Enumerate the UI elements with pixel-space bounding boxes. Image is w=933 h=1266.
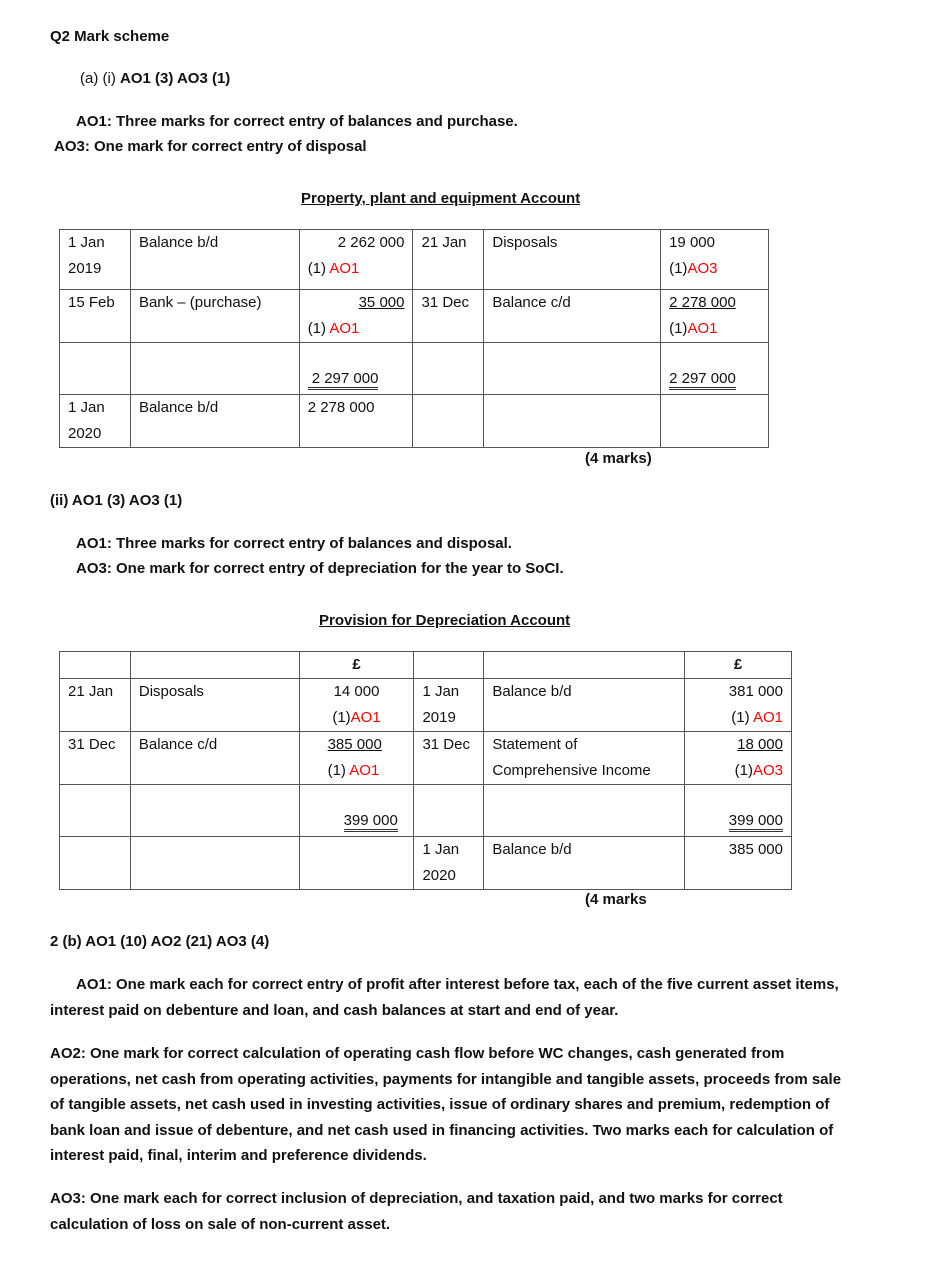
description-cell: Balance b/d (130, 395, 299, 448)
page-title: Q2 Mark scheme (50, 28, 170, 45)
table-row-totals (60, 785, 792, 837)
total-cell: 2 297 000 (299, 343, 413, 395)
table-row (60, 732, 792, 785)
date-cell: 1 Jan 2020 (414, 837, 484, 890)
description-cell: Balance c/d (484, 290, 661, 343)
amount-cell: 385 000 (1) AO1 (299, 732, 414, 785)
description-cell: Statement of Comprehensive Income (484, 732, 685, 785)
ao-mark: AO3 (687, 260, 718, 277)
date-cell: 31 Dec (60, 732, 131, 785)
date-cell: 1 Jan 2019 (414, 679, 484, 732)
ao-mark: AO1 (349, 762, 380, 779)
date-cell: 1 Jan 2020 (60, 395, 131, 448)
ao-mark: AO1 (687, 320, 718, 337)
amount-cell: 2 278 000 (299, 395, 413, 448)
table-row-totals (60, 343, 769, 395)
date-cell: 21 Jan (60, 679, 131, 732)
table-row (60, 290, 769, 343)
part-a-ii-label: (ii) AO1 (3) AO3 (1) (50, 492, 183, 509)
currency-header: £ (685, 652, 792, 679)
amount-cell: 35 000 (1) AO1 (299, 290, 413, 343)
part-a-i-marks: (4 marks) (585, 450, 652, 467)
date-cell: 15 Feb (60, 290, 131, 343)
part-a-ii-marks: (4 marks (585, 891, 647, 908)
description-cell: Disposals (484, 230, 661, 290)
description-cell: Balance c/d (130, 732, 299, 785)
ao-mark: AO3 (752, 762, 783, 779)
ao-mark: AO1 (329, 260, 360, 277)
table-row (60, 679, 792, 732)
amount-cell: 381 000 (1) AO1 (685, 679, 792, 732)
part-b-ao3-text: AO3: One mark each for correct inclusion of depreciation, and taxation paid, and two marks for correct calculation of loss on sale of non-current asset. (50, 1190, 783, 1233)
date-cell: 31 Dec (414, 732, 484, 785)
ppe-account-title: Property, plant and equipment Account (301, 190, 581, 207)
amount-cell: 14 000 (1)AO1 (299, 679, 414, 732)
amount-cell: 2 278 000 (1)AO1 (661, 290, 769, 343)
description-cell: Balance b/d (130, 230, 299, 290)
table-row (60, 230, 769, 290)
depreciation-account-title: Provision for Depreciation Account (319, 612, 571, 629)
part-a-ii-ao3-text: AO3: One mark for correct entry of depreciation for the year to SoCI. (76, 560, 564, 577)
currency-header: £ (299, 652, 414, 679)
amount-cell: 385 000 (685, 837, 792, 890)
part-a-i-ao3-text: AO3: One mark for correct entry of disposal (54, 138, 367, 155)
part-a-i-prefix: (a) (i) (80, 70, 120, 87)
total-cell: 2 297 000 (661, 343, 769, 395)
total-cell: 399 000 (685, 785, 792, 837)
part-a-i-label (80, 70, 230, 87)
date-cell: 21 Jan (413, 230, 484, 290)
depreciation-account-table (59, 651, 792, 890)
part-a-i-ao1-text: AO1: Three marks for correct entry of balances and purchase. (76, 113, 518, 130)
ao-mark: AO1 (350, 709, 381, 726)
date-cell: 31 Dec (413, 290, 484, 343)
ao-mark: AO1 (329, 320, 360, 337)
ao-mark: AO1 (752, 709, 783, 726)
part-b-ao1-text: AO1: One mark each for correct entry of profit after interest before tax, each of the five current asset items, interest paid on debenture and loan, and cash balances at start and end of year. (50, 976, 839, 1019)
amount-cell: 19 000 (1)AO3 (661, 230, 769, 290)
part-a-i-marks-allocation: AO1 (3) AO3 (1) (120, 70, 231, 87)
part-b-label: 2 (b) AO1 (10) AO2 (21) AO3 (4) (50, 933, 270, 950)
total-cell: 399 000 (299, 785, 414, 837)
description-cell: Balance b/d (484, 837, 685, 890)
table-row (60, 837, 792, 890)
part-b-ao2-text: AO2: One mark for correct calculation of operating cash flow before WC changes, cash generated from operations, net cash from operating activities, payments for intangible and tangible assets, proceeds from sale of tangible assets, net cash used in investing activities, issue of ordinary shares and premium, redemption of bank loan and issue of debenture, and net cash used in financing activities. Two marks each for calculation of interest paid, final, interim and preference dividends. (50, 1045, 842, 1164)
table-header-row (60, 652, 792, 679)
date-cell: 1 Jan 2019 (60, 230, 131, 290)
ppe-account-table (59, 229, 769, 448)
description-cell: Balance b/d (484, 679, 685, 732)
amount-cell: 2 262 000 (1) AO1 (299, 230, 413, 290)
description-cell: Disposals (130, 679, 299, 732)
part-a-ii-ao1-text: AO1: Three marks for correct entry of balances and disposal. (76, 535, 512, 552)
table-row (60, 395, 769, 448)
description-cell: Bank – (purchase) (130, 290, 299, 343)
amount-cell: 18 000 (1)AO3 (685, 732, 792, 785)
